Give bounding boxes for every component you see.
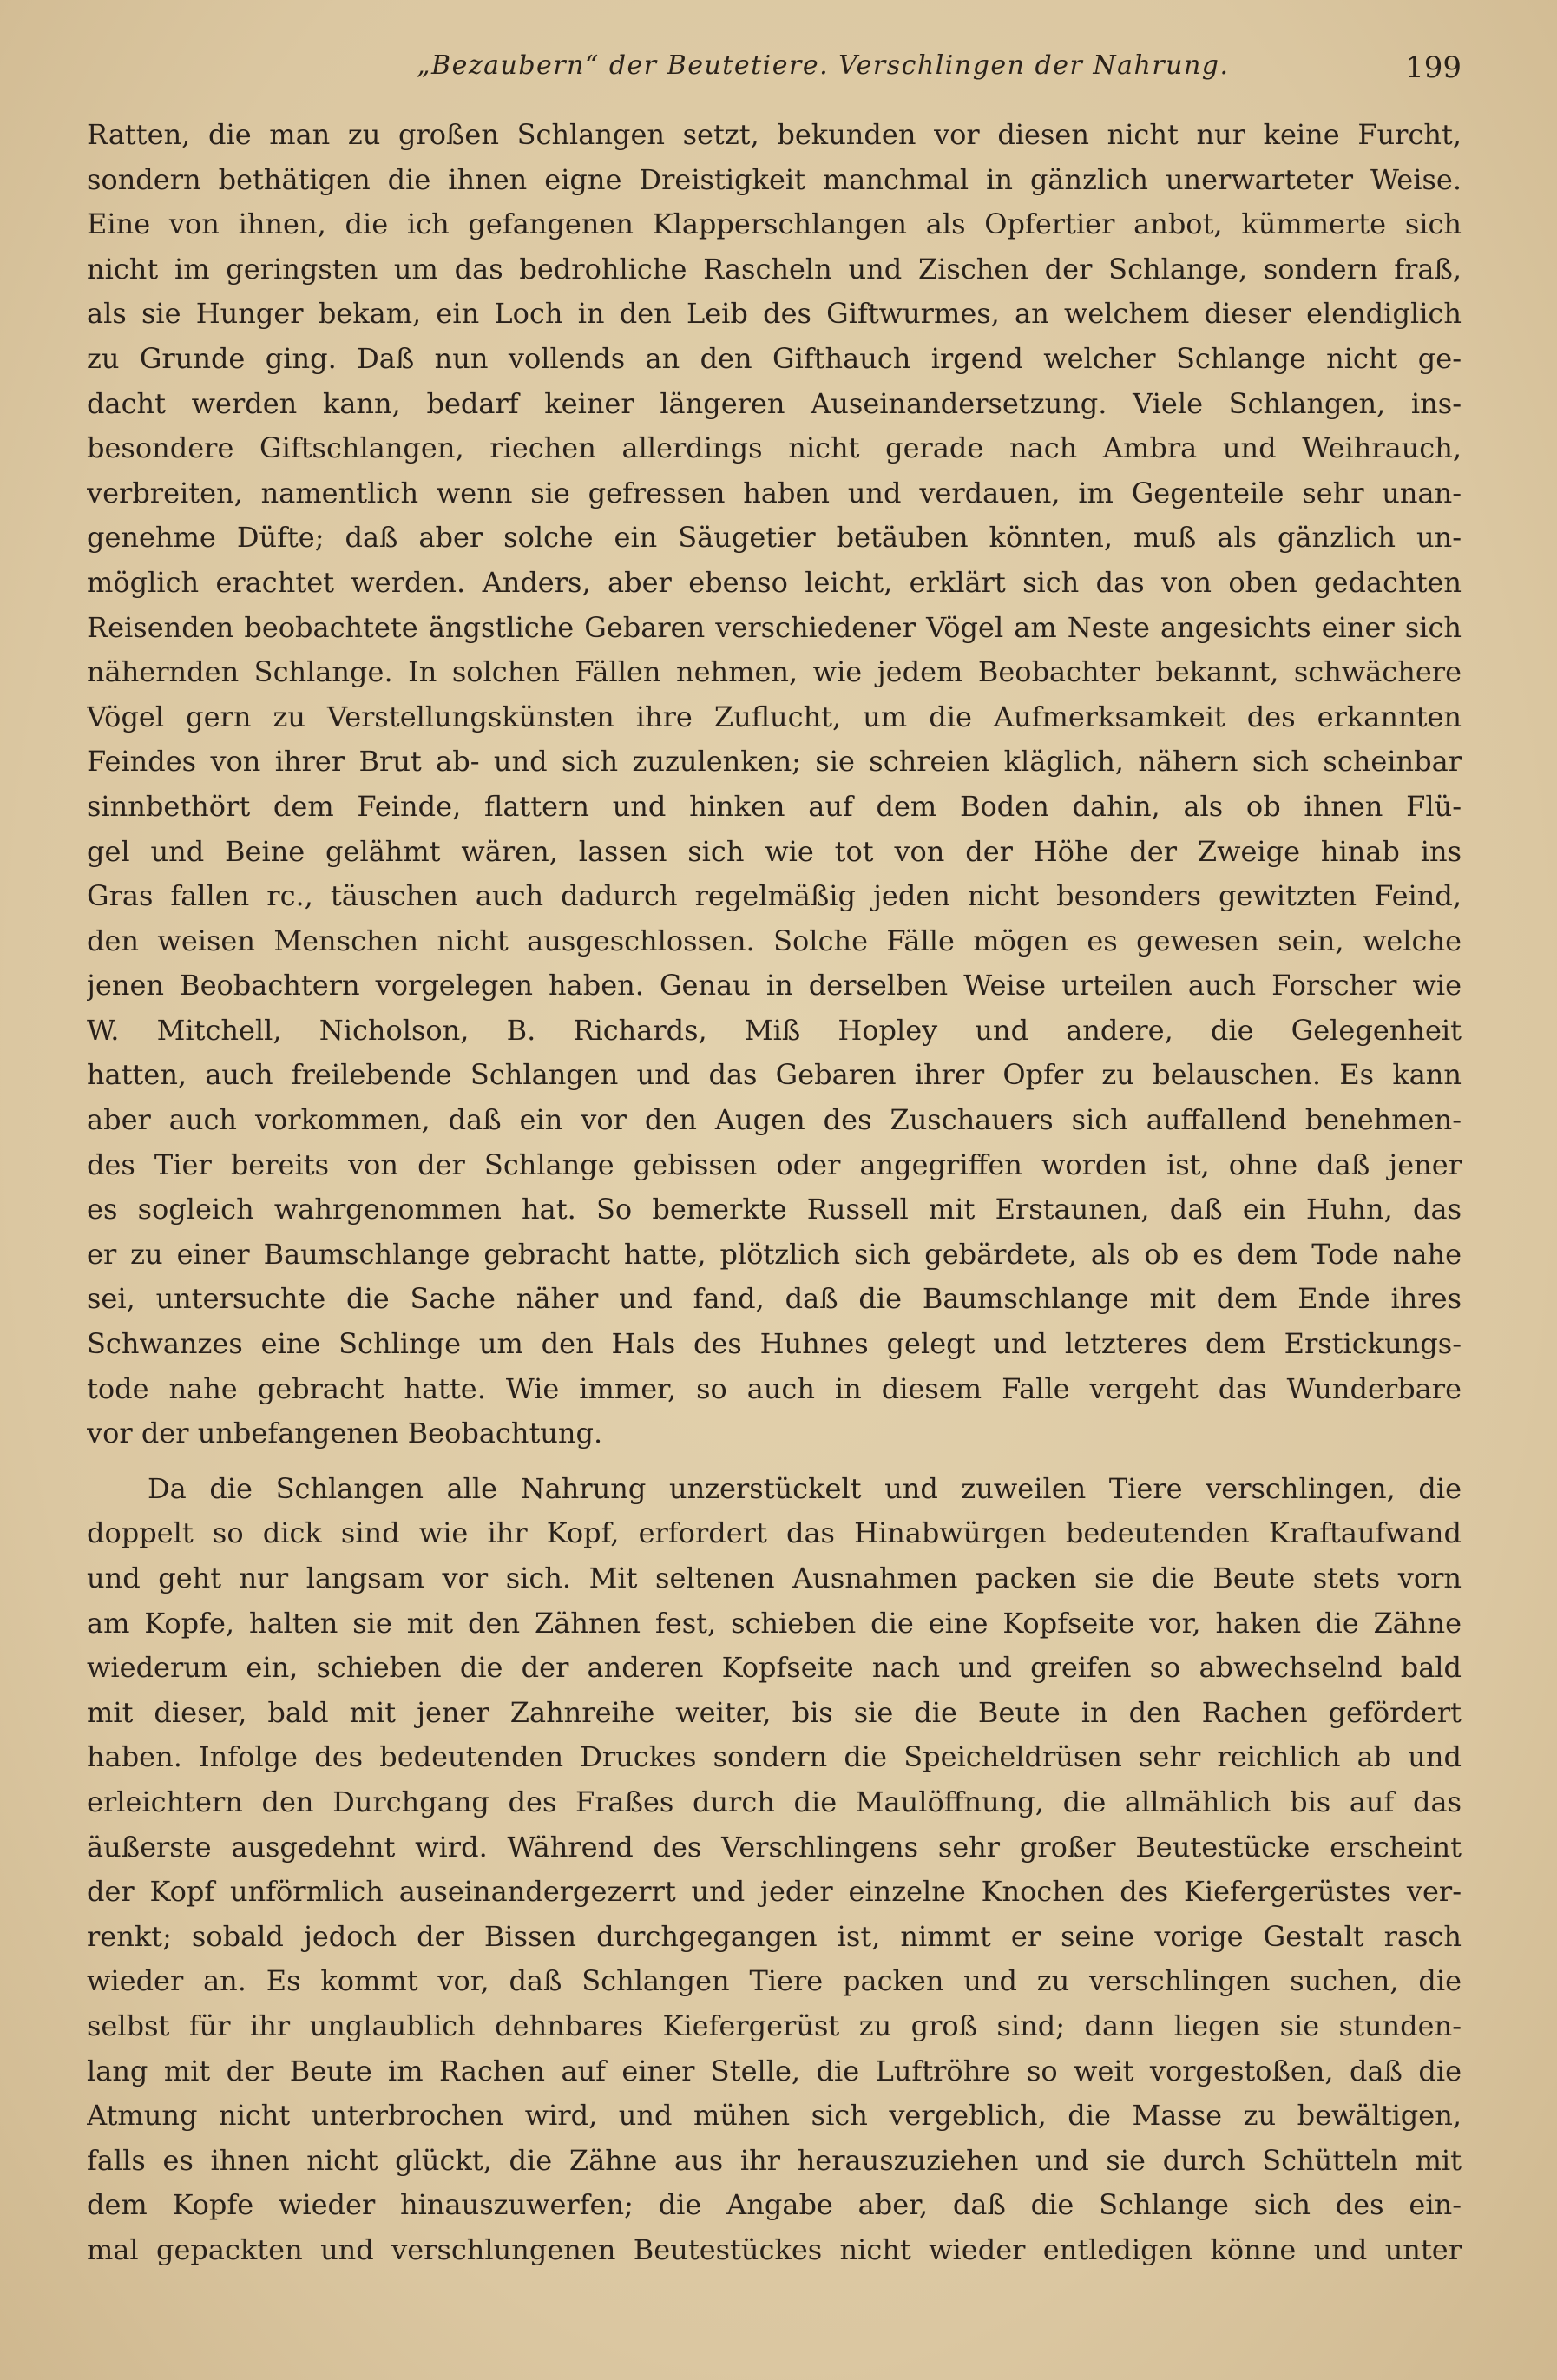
text-line: dem Kopfe wieder hinauszuwerfen; die Angabe aber, daß die Schlange sich des ein- [87, 2188, 1462, 2222]
text-line: gel und Beine gelähmt wären, lassen sich wie tot von der Höhe der Zweige hinab ins [87, 834, 1462, 868]
text-line: selbst für ihr unglaublich dehnbares Kiefergerüst zu groß sind; dann liegen sie stunden- [87, 2009, 1462, 2042]
text-line: der Kopf unförmlich auseinandergezerrt und jeder einzelne Knochen des Kiefergerüstes ver- [87, 1875, 1462, 1909]
text-line: sei, untersuchte die Sache näher und fand, daß die Baumschlange mit dem Ende ihres [87, 1282, 1462, 1316]
text-line: erleichtern den Durchgang des Fraßes durch die Maulöffnung, die allmählich bis auf das [87, 1785, 1462, 1818]
text-line: W. Mitchell, Nicholson, B. Richards, Miß Hopley und andere, die Gelegenheit [87, 1013, 1462, 1047]
text-line: Eine von ihnen, die ich gefangenen Klapperschlangen als Opfertier anbot, kümmerte sich [87, 207, 1462, 241]
text-line: möglich erachtet werden. Anders, aber ebenso leicht, erklärt sich das von oben gedachten [87, 565, 1462, 599]
text-line: Atmung nicht unterbrochen wird, und mühen sich vergeblich, die Masse zu bewältigen, [87, 2099, 1462, 2133]
text-line: aber auch vorkommen, daß ein vor den Augen des Zuschauers sich auffallend benehmen- [87, 1103, 1462, 1137]
paragraph-gap [87, 1456, 1462, 1467]
text-line: Feindes von ihrer Brut ab- und sich zuzulenken; sie schreien kläglich, nähern sich scheinbar [87, 745, 1462, 779]
text-line: Gras fallen rc., täuschen auch dadurch regelmäßig jeden nicht besonders gewitzten Feind, [87, 879, 1462, 913]
text-line: nähernden Schlange. In solchen Fällen nehmen, wie jedem Beobachter bekannt, schwächere [87, 655, 1462, 689]
text-line: Da die Schlangen alle Nahrung unzerstückelt und zuweilen Tiere verschlingen, die [148, 1471, 1462, 1505]
text-line: Vögel gern zu Verstellungskünsten ihre Zuflucht, um die Aufmerksamkeit des erkannten [87, 700, 1462, 733]
text-line: Ratten, die man zu großen Schlangen setzt, bekunden vor diesen nicht nur keine Furcht, [87, 118, 1462, 151]
text-line: hatten, auch freilebende Schlangen und das Gebaren ihrer Opfer zu belauschen. Es kann [87, 1058, 1462, 1092]
text-line: mal gepackten und verschlungenen Beutestückes nicht wieder entledigen könne und unter [87, 2232, 1462, 2266]
text-line: er zu einer Baumschlange gebracht hatte, plötzlich sich gebärdete, als ob es dem Tode nahe [87, 1237, 1462, 1271]
text-line: falls es ihnen nicht glückt, die Zähne aus ihr herauszuziehen und sie durch Schütteln mit [87, 2143, 1462, 2177]
text-line: den weisen Menschen nicht ausgeschlossen. Solche Fälle mögen es gewesen sein, welche [87, 924, 1462, 957]
text-line: mit dieser, bald mit jener Zahnreihe weiter, bis sie die Beute in den Rachen gefördert [87, 1695, 1462, 1729]
text-line: Reisenden beobachtete ängstliche Gebaren verschiedener Vögel am Neste angesichts einer sich [87, 610, 1462, 644]
text-line: lang mit der Beute im Rachen auf einer Stelle, die Luftröhre so weit vorgestoßen, daß die [87, 2054, 1462, 2087]
text-line: des Tier bereits von der Schlange gebissen oder angegriffen worden ist, ohne daß jener [87, 1147, 1462, 1181]
text-line: dacht werden kann, bedarf keiner längeren Auseinandersetzung. Viele Schlangen, ins- [87, 386, 1462, 420]
paragraph [87, 1467, 1462, 2273]
paragraph [87, 113, 1462, 1456]
text-line: äußerste ausgedehnt wird. Während des Verschlingens sehr großer Beutestücke erscheint [87, 1830, 1462, 1864]
text-line: renkt; sobald jedoch der Bissen durchgegangen ist, nimmt er seine vorige Gestalt rasch [87, 1919, 1462, 1953]
text-line: verbreiten, namentlich wenn sie gefressen haben und verdauen, im Gegenteile sehr unan- [87, 476, 1462, 510]
text-line: genehme Düfte; daß aber solche ein Säugetier betäuben könnten, muß als gänzlich un- [87, 521, 1462, 555]
text-line: tode nahe gebracht hatte. Wie immer, so auch in diesem Falle vergeht das Wunderbare [87, 1371, 1462, 1405]
text-line: sondern bethätigen die ihnen eigne Dreistigkeit manchmal in gänzlich unerwarteter Weise. [87, 162, 1462, 196]
text-line: es sogleich wahrgenommen hat. So bemerkte Russell mit Erstaunen, daß ein Huhn, das [87, 1193, 1462, 1226]
text-line: besondere Giftschlangen, riechen allerdings nicht gerade nach Ambra und Weihrauch, [87, 431, 1462, 465]
text-line: jenen Beobachtern vorgelegen haben. Genau in derselben Weise urteilen auch Forscher wie [87, 969, 1462, 1003]
text-line: als sie Hunger bekam, ein Loch in den Leib des Giftwurmes, an welchem dieser elendiglich [87, 297, 1462, 331]
page-header [87, 45, 1462, 97]
text-line: zu Grunde ging. Daß nun vollends an den Gifthauch irgend welcher Schlange nicht ge- [87, 341, 1462, 375]
text-line: wieder an. Es kommt vor, daß Schlangen Tiere packen und zu verschlingen suchen, die [87, 1964, 1462, 1998]
page-number: 199 [1405, 50, 1462, 85]
text-line: am Kopfe, halten sie mit den Zähnen fest, schieben die eine Kopfseite vor, haken die Zähne [87, 1606, 1462, 1640]
running-title: „Bezaubern“ der Beutetiere. Verschlingen der Nahrung. [417, 50, 1230, 81]
text-line: wiederum ein, schieben die der anderen Kopfseite nach und greifen so abwechselnd bald [87, 1651, 1462, 1685]
text-line: nicht im geringsten um das bedrohliche Rascheln und Zischen der Schlange, sondern fraß, [87, 252, 1462, 286]
text-line: vor der unbefangenen Beobachtung. [87, 1417, 603, 1450]
text-line: doppelt so dick sind wie ihr Kopf, erfordert das Hinabwürgen bedeutenden Kraftaufwand [87, 1516, 1462, 1550]
text-line: und geht nur langsam vor sich. Mit seltenen Ausnahmen packen sie die Beute stets vorn [87, 1561, 1462, 1594]
text-line: Schwanzes eine Schlinge um den Hals des Huhnes gelegt und letzteres dem Erstickungs- [87, 1327, 1462, 1361]
text-line: haben. Infolge des bedeutenden Druckes sondern die Speicheldrüsen sehr reichlich ab und [87, 1740, 1462, 1774]
text-line: sinnbethört dem Feinde, flattern und hinken auf dem Boden dahin, als ob ihnen Flü- [87, 789, 1462, 823]
body-text [87, 113, 1462, 2273]
